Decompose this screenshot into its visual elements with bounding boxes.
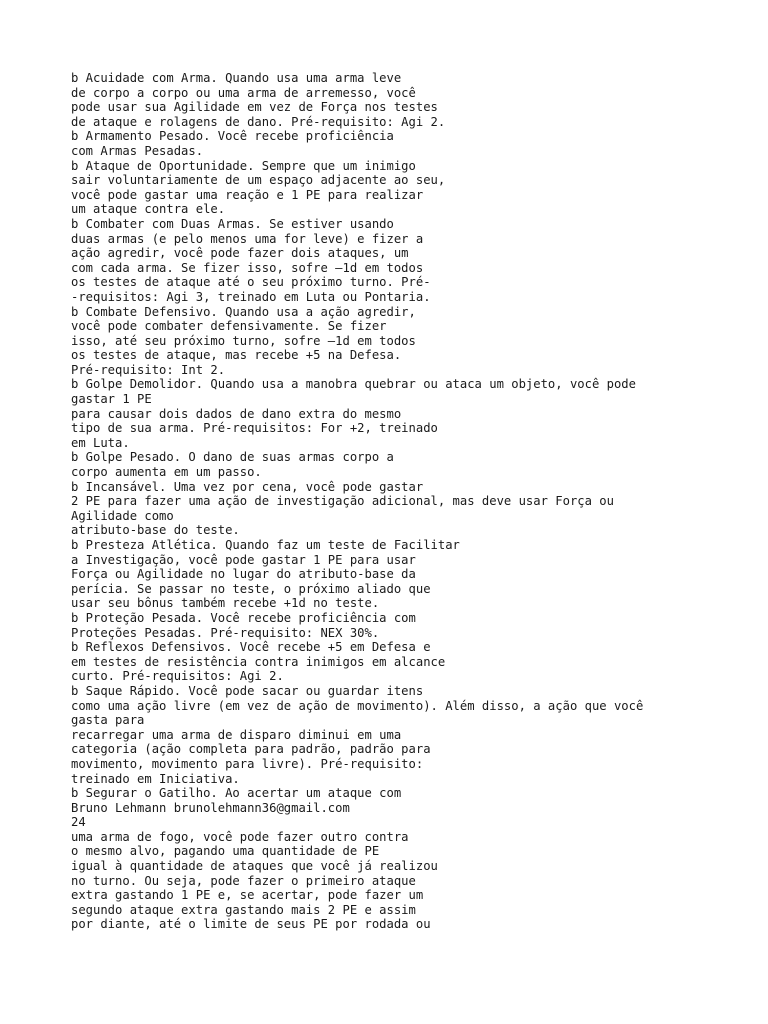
- text-line: b Incansável. Uma vez por cena, você pode gastar: [71, 479, 424, 494]
- text-line: segundo ataque extra gastando mais 2 PE e assim: [71, 902, 416, 917]
- text-line: b Saque Rápido. Você pode sacar ou guardar itens: [71, 683, 424, 698]
- text-line: com Armas Pesadas.: [71, 143, 204, 158]
- text-line: com cada arma. Se fizer isso, sofre –1d em todos: [71, 260, 424, 275]
- text-line: b Presteza Atlética. Quando faz um teste de Facilitar: [71, 538, 460, 552]
- text-line: os testes de ataque, mas recebe +5 na Defesa.: [71, 348, 402, 363]
- text-line: b Ataque de Oportunidade. Sempre que um inimigo: [71, 158, 416, 173]
- text-line: no turno. Ou seja, pode fazer o primeiro ataque: [71, 873, 416, 888]
- text-line: b Reflexos Defensivos. Você recebe +5 em Defesa e: [71, 640, 431, 655]
- text-line: recarregar uma arma de disparo diminui em uma: [71, 727, 402, 742]
- text-line: ação agredir, você pode fazer dois ataques, um: [71, 246, 409, 261]
- document-page: [71, 71, 691, 932]
- text-line: treinado em Iniciativa.: [71, 771, 240, 786]
- text-line: b Acuidade com Arma. Quando usa uma arma leve: [71, 71, 402, 85]
- text-line: Pré-requisito: Int 2.: [71, 362, 226, 377]
- text-line: em testes de resistência contra inimigos em alcance: [71, 654, 446, 669]
- text-line: curto. Pré-requisitos: Agi 2.: [71, 669, 284, 684]
- text-line: corpo aumenta em um passo.: [71, 465, 262, 480]
- text-line: duas armas (e pelo menos uma for leve) e fizer a: [71, 231, 424, 246]
- text-line: usar seu bônus também recebe +1d no teste.: [71, 596, 380, 611]
- text-line: 24: [71, 815, 86, 830]
- text-line: b Proteção Pesada. Você recebe proficiência com: [71, 610, 416, 625]
- text-line: você pode gastar uma reação e 1 PE para realizar: [71, 187, 424, 202]
- text-line: b Golpe Demolidor. Quando usa a manobra quebrar ou ataca um objeto, você pode: [71, 377, 636, 392]
- text-line: como uma ação livre (em vez de ação de movimento). Além disso, a ação que você: [71, 698, 644, 713]
- text-line: os testes de ataque até o seu próximo turno. Pré-: [71, 275, 431, 290]
- text-line: b Combate Defensivo. Quando usa a ação agredir,: [71, 304, 416, 319]
- text-line: perícia. Se passar no teste, o próximo aliado que: [71, 581, 431, 596]
- text-line: Força ou Agilidade no lugar do atributo-base da: [71, 567, 416, 582]
- text-line: -requisitos: Agi 3, treinado em Luta ou Pontaria.: [71, 289, 431, 304]
- text-line: você pode combater defensivamente. Se fizer: [71, 319, 387, 334]
- text-line: gastar 1 PE: [71, 392, 152, 407]
- text-line: Agilidade como: [71, 508, 174, 523]
- text-line: de ataque e rolagens de dano. Pré-requisito: Agi 2.: [71, 114, 446, 129]
- text-line: categoria (ação completa para padrão, padrão para: [71, 742, 431, 757]
- text-line: sair voluntariamente de um espaço adjacente ao seu,: [71, 173, 446, 188]
- text-line: b Combater com Duas Armas. Se estiver usando: [71, 216, 394, 231]
- text-line: Proteções Pesadas. Pré-requisito: NEX 30%.: [71, 625, 380, 640]
- text-line: uma arma de fogo, você pode fazer outro contra: [71, 829, 409, 844]
- text-line: um ataque contra ele.: [71, 202, 226, 217]
- text-line: o mesmo alvo, pagando uma quantidade de PE: [71, 844, 380, 859]
- text-line: de corpo a corpo ou uma arma de arremesso, você: [71, 85, 416, 100]
- text-line: igual à quantidade de ataques que você já realizou: [71, 859, 438, 874]
- text-line: atributo-base do teste.: [71, 523, 240, 538]
- text-line: tipo de sua arma. Pré-requisitos: For +2, treinado: [71, 421, 438, 436]
- text-line: pode usar sua Agilidade em vez de Força nos testes: [71, 100, 438, 115]
- text-line: por diante, até o limite de seus PE por rodada ou: [71, 917, 431, 932]
- text-line: b Segurar o Gatilho. Ao acertar um ataque com: [71, 786, 402, 801]
- text-line: b Golpe Pesado. O dano de suas armas corpo a: [71, 450, 394, 465]
- text-line: Bruno Lehmann brunolehmann36@gmail.com: [71, 800, 350, 815]
- text-line: 2 PE para fazer uma ação de investigação adicional, mas deve usar Força ou: [71, 494, 614, 509]
- text-line: extra gastando 1 PE e, se acertar, pode fazer um: [71, 888, 424, 903]
- text-line: a Investigação, você pode gastar 1 PE para usar: [71, 552, 416, 567]
- text-line: movimento, movimento para livre). Pré-requisito:: [71, 756, 424, 771]
- text-line: isso, até seu próximo turno, sofre –1d em todos: [71, 333, 416, 348]
- text-line: para causar dois dados de dano extra do mesmo: [71, 406, 402, 421]
- text-line: em Luta.: [71, 435, 130, 450]
- text-line: b Armamento Pesado. Você recebe proficiência: [71, 129, 394, 144]
- text-line: gasta para: [71, 713, 145, 728]
